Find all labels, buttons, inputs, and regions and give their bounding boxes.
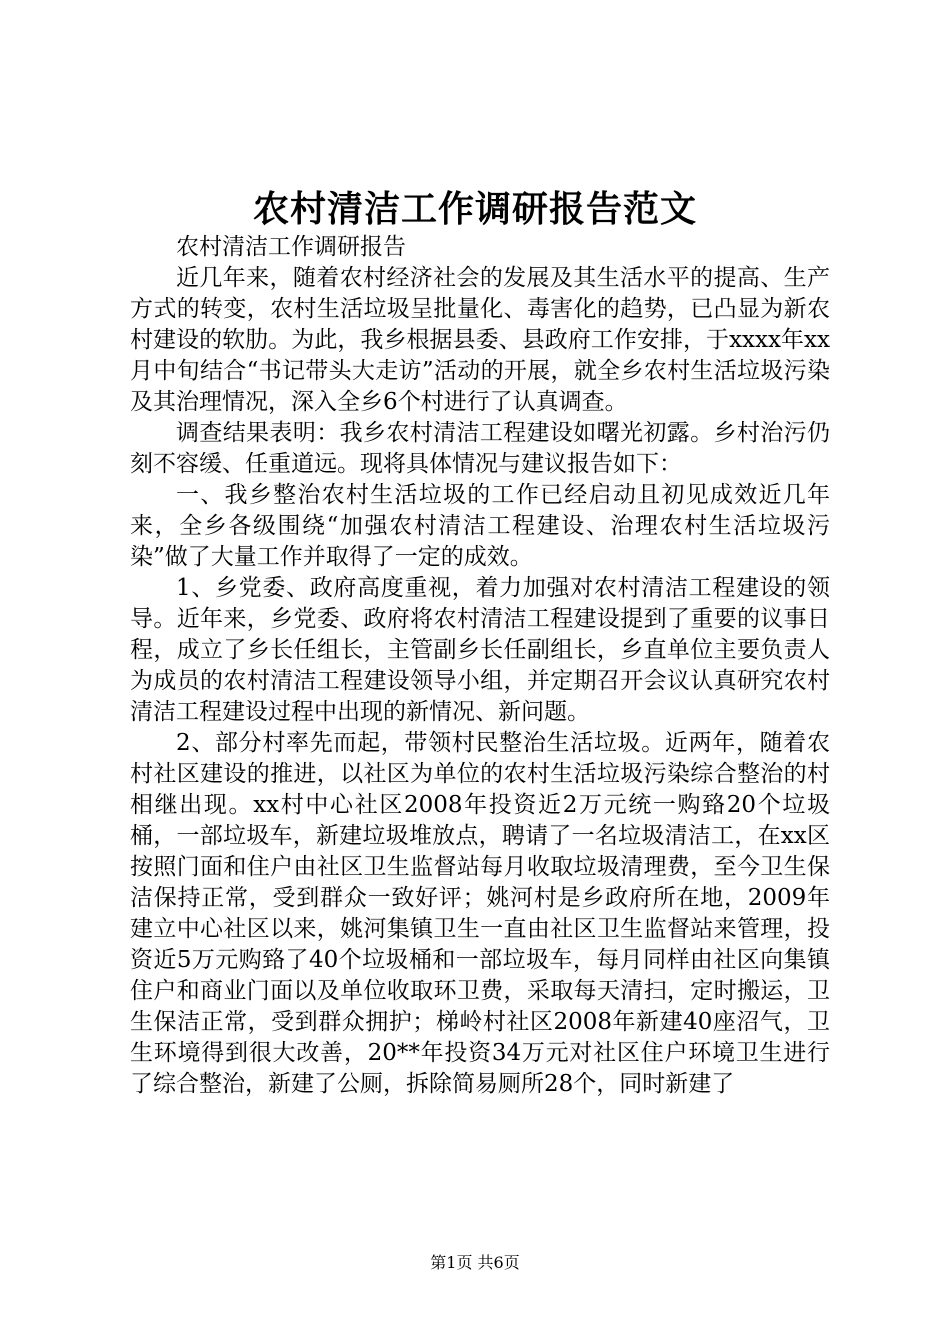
paragraph-item-one: 1、乡党委、政府高度重视，着力加强对农村清洁工程建设的领导。近年来，乡党委、政府将农村清洁工程建设提到了重要的议事日程，成立了乡长任组长，主管副乡长任副组长，乡直单位主要负责人为成员的农村清洁工程建设领导小组，并定期召开会议认真研究农村清洁工程建设过程中出现的新情况、新问题。 <box>130 575 830 725</box>
paragraph-section-one: 一、我乡整治农村生活垃圾的工作已经启动且初见成效近几年来，全乡各级围绕“加强农村清洁工程建设、治理农村生活垃圾污染”做了大量工作并取得了一定的成效。 <box>130 482 830 570</box>
document-title: 农村清洁工作调研报告范文 <box>252 188 697 230</box>
document-body <box>130 232 830 1100</box>
paragraph-survey-result: 调查结果表明：我乡农村清洁工程建设如曙光初露。乡村治污仍刻不容缓、任重道远。现将具体情况与建议报告如下： <box>130 420 830 477</box>
paragraph-item-two: 2、部分村率先而起，带领村民整治生活垃圾。近两年，随着农村社区建设的推进，以社区为单位的农村生活垃圾污染综合整治的村相继出现。xx村中心社区2008年投资近2万元统一购臵20个垃圾桶，一部垃圾车，新建垃圾堆放点，聘请了一名垃圾清洁工，在xx区按照门面和住户由社区卫生监督站每月收取垃圾清理费，至今卫生保洁保持正常，受到群众一致好评；姚河村是乡政府所在地，2009年建立中心社区以来，姚河集镇卫生一直由社区卫生监督站来管理，投资近5万元购臵了40个垃圾桶和一部垃圾车，每月同样由社区向集镇住户和商业门面以及单位收取环卫费，采取每天清扫，定时搬运，卫生保洁正常，受到群众拥护；梯岭村社区2008年新建40座沼气，卫生环境得到很大改善，20**年投资34万元对社区住户环境卫生进行了综合整治，新建了公厕，拆除简易厕所28个，同时新建了 <box>130 730 830 1097</box>
page-number-footer: 第1页 共6页 <box>430 1253 520 1272</box>
paragraph-subtitle: 农村清洁工作调研报告 <box>176 234 406 260</box>
paragraph-intro: 近几年来，随着农村经济社会的发展及其生活水平的提高、生产方式的转变，农村生活垃圾呈批量化、毒害化的趋势，已凸显为新农村建设的软肋。为此，我乡根据县委、县政府工作安排，于xxxx年xx月中旬结合“书记带头大走访”活动的开展，就全乡农村生活垃圾污染及其治理情况，深入全乡6个村进行了认真调查。 <box>130 265 830 415</box>
